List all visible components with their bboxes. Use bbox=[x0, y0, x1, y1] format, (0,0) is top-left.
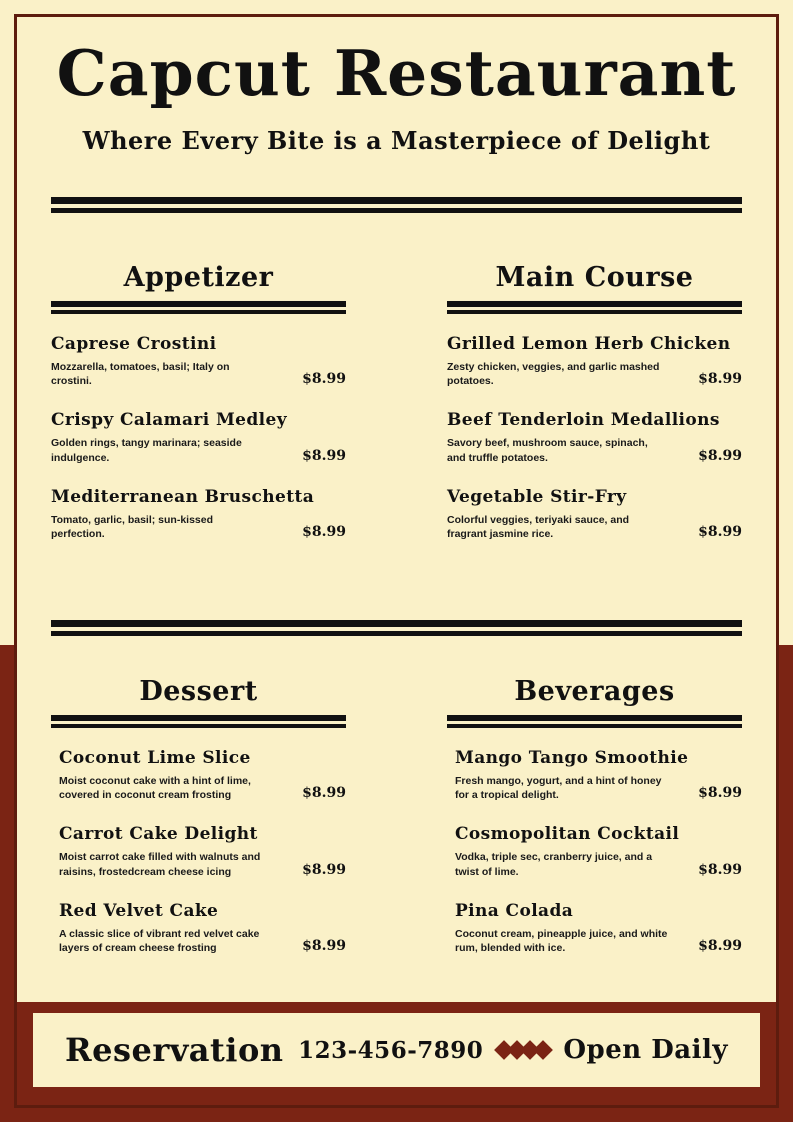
menu-item bbox=[51, 410, 346, 464]
menu-item bbox=[51, 824, 346, 878]
section-rule-appetizer bbox=[51, 301, 346, 314]
reservation-phone[interactable]: 123-456-7890 bbox=[298, 1036, 484, 1064]
menu-item bbox=[51, 901, 346, 955]
menu-item-name: Mango Tango Smoothie bbox=[455, 748, 689, 768]
menu-item-name: Vegetable Stir-Fry bbox=[447, 486, 627, 507]
page-title: Capcut Restaurant bbox=[56, 36, 737, 110]
menu-item-row bbox=[51, 774, 346, 802]
rule-bar-thin bbox=[447, 310, 742, 314]
menu-item-row bbox=[447, 850, 742, 878]
menu-item-name: Mediterranean Bruschetta bbox=[51, 486, 315, 507]
menu-item-name: Pina Colada bbox=[455, 900, 574, 921]
rule-bar-thin bbox=[447, 724, 742, 728]
menu-item-price: $8.99 bbox=[302, 524, 346, 541]
diamond-ornament-icon bbox=[498, 1043, 549, 1057]
divider-bar-thick bbox=[51, 620, 742, 627]
menu-item bbox=[447, 901, 742, 955]
menu-item-row bbox=[447, 360, 742, 388]
menu-item-description: Golden rings, tangy marinara; seaside indulgence. bbox=[51, 437, 242, 464]
mid-divider bbox=[51, 620, 742, 636]
reservation-bar bbox=[31, 1011, 762, 1089]
menu-item-name: Red Velvet Cake bbox=[59, 900, 219, 921]
diamond-icon bbox=[533, 1040, 553, 1060]
menu-item-description: Colorful veggies, teriyaki sauce, and fragrant jasmine rice. bbox=[447, 513, 630, 540]
menu-item-price: $8.99 bbox=[302, 447, 346, 464]
menu-item bbox=[51, 748, 346, 802]
menu-item bbox=[447, 824, 742, 878]
divider-bar-thin bbox=[51, 208, 742, 213]
section-dessert bbox=[51, 676, 346, 977]
menu-item-name: Beef Tenderloin Medallions bbox=[447, 410, 720, 431]
menu-item-row bbox=[447, 927, 742, 955]
menu-item-row bbox=[447, 774, 742, 802]
menu-item bbox=[447, 748, 742, 802]
tagline: Where Every Bite is a Masterpiece of Delight bbox=[82, 126, 711, 156]
menu-item-list bbox=[447, 748, 742, 955]
menu-item-row bbox=[51, 850, 346, 878]
menu-item-list bbox=[51, 334, 346, 541]
menu-item-description: Mozzarella, tomatoes, basil; Italy on crostini. bbox=[51, 361, 230, 388]
menu-item-name: Caprese Crostini bbox=[51, 334, 217, 354]
divider-bar-thin bbox=[51, 631, 742, 636]
section-title-dessert: Dessert bbox=[139, 676, 258, 707]
section-title-appetizer: Appetizer bbox=[123, 262, 274, 293]
section-beverages bbox=[447, 676, 742, 977]
menu-item-description: Coconut cream, pineapple juice, and white rum, blended with ice. bbox=[455, 927, 668, 954]
menu-item-description: Tomato, garlic, basil; sun-kissed perfection. bbox=[51, 513, 214, 540]
reservation-label: Reservation bbox=[65, 1031, 284, 1069]
section-main-course bbox=[447, 262, 742, 563]
menu-item-description: Savory beef, mushroom sauce, spinach, and truffle potatoes. bbox=[447, 437, 648, 464]
menu-item-price: $8.99 bbox=[698, 524, 742, 541]
menu-item-price: $8.99 bbox=[302, 371, 346, 388]
menu-item bbox=[51, 334, 346, 388]
menu-item-description: Fresh mango, yogurt, and a hint of honey for a tropical delight. bbox=[455, 775, 662, 802]
menu-item-description: Zesty chicken, veggies, and garlic mashed potatoes. bbox=[447, 361, 660, 388]
rule-bar-thin bbox=[51, 310, 346, 314]
menu-item bbox=[447, 410, 742, 464]
menu-item-price: $8.99 bbox=[698, 785, 742, 802]
menu-item-row bbox=[447, 513, 742, 541]
menu-item-name: Coconut Lime Slice bbox=[59, 748, 251, 768]
rule-bar-thin bbox=[51, 724, 346, 728]
menu-item-row bbox=[447, 436, 742, 464]
section-rule-beverages bbox=[447, 715, 742, 728]
menu-item-price: $8.99 bbox=[302, 785, 346, 802]
menu-item-row bbox=[51, 513, 346, 541]
menu-item-price: $8.99 bbox=[698, 371, 742, 388]
menu-item-description: Vodka, triple sec, cranberry juice, and a twist of lime. bbox=[455, 851, 653, 878]
menu-item-description: Moist carrot cake filled with walnuts and raisins, frostedcream cheese icing bbox=[59, 851, 261, 878]
menu-item-price: $8.99 bbox=[698, 861, 742, 878]
menu-item-name: Crispy Calamari Medley bbox=[51, 410, 288, 431]
menu-item-row bbox=[51, 927, 346, 955]
menu-item-list bbox=[447, 334, 742, 541]
menu-item-name: Carrot Cake Delight bbox=[59, 824, 258, 845]
menu-item-row bbox=[51, 360, 346, 388]
menu-item-price: $8.99 bbox=[698, 447, 742, 464]
section-title-main-course: Main Course bbox=[495, 262, 694, 293]
menu-item bbox=[447, 334, 742, 388]
menu-item-list bbox=[51, 748, 346, 955]
menu-item-description: Moist coconut cake with a hint of lime, covered in coconut cream frosting bbox=[59, 775, 251, 802]
section-appetizer bbox=[51, 262, 346, 563]
menu-item-name: Grilled Lemon Herb Chicken bbox=[447, 334, 731, 354]
menu-item-price: $8.99 bbox=[302, 938, 346, 955]
menu-header bbox=[17, 36, 776, 156]
menu-item-row bbox=[51, 436, 346, 464]
menu-item-description: A classic slice of vibrant red velvet cake layers of cream cheese frosting bbox=[59, 927, 260, 954]
section-title-beverages: Beverages bbox=[514, 676, 675, 707]
section-rule-main-course bbox=[447, 301, 742, 314]
menu-item-price: $8.99 bbox=[302, 861, 346, 878]
menu-item bbox=[51, 487, 346, 541]
menu-item bbox=[447, 487, 742, 541]
header-divider bbox=[51, 197, 742, 213]
reservation-hours: Open Daily bbox=[563, 1035, 728, 1065]
divider-bar-thick bbox=[51, 197, 742, 204]
section-rule-dessert bbox=[51, 715, 346, 728]
menu-item-price: $8.99 bbox=[698, 938, 742, 955]
menu-item-name: Cosmopolitan Cocktail bbox=[455, 824, 680, 845]
